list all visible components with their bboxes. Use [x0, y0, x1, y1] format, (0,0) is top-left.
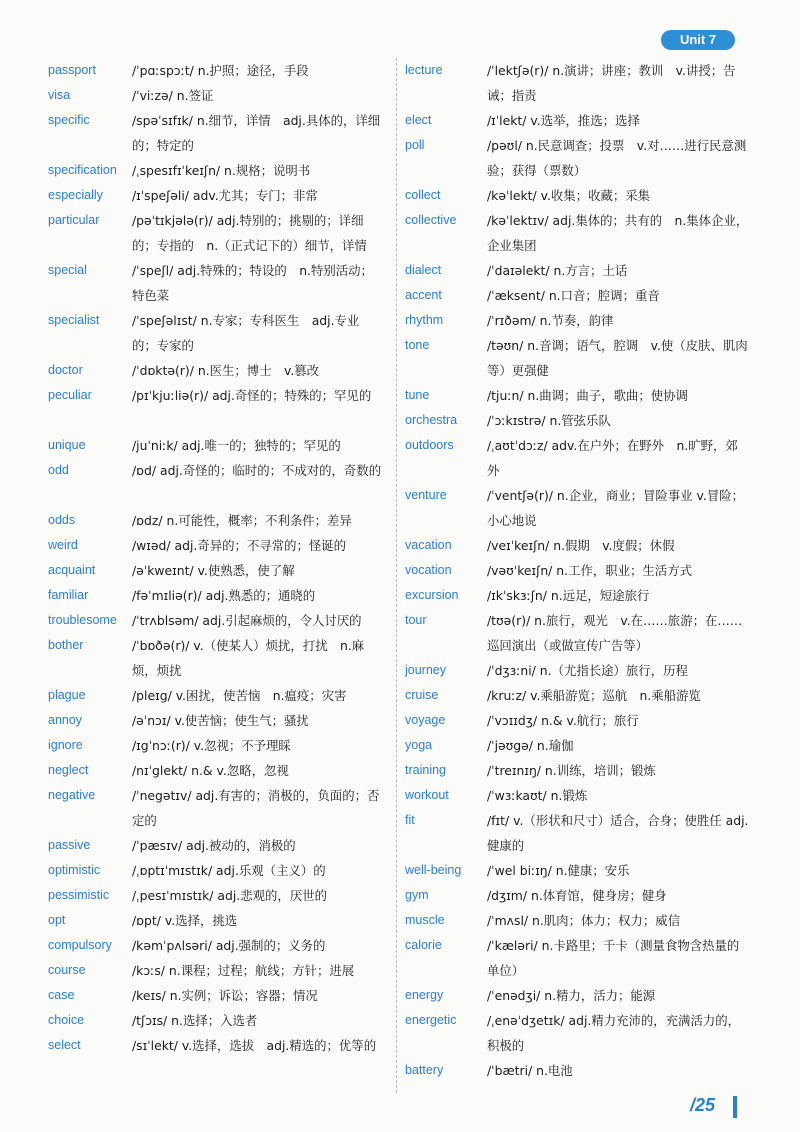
- vocab-definition: /ˈdɒktə(r)/ n.医生；博士 v.篡改: [132, 363, 320, 378]
- vocab-definition: /kəˈlekt/ v.收集；收藏；采集: [487, 188, 651, 203]
- vocab-definition: /ˈspeʃl/ adj.特殊的；特设的 n.特别活动；特色菜: [132, 263, 373, 303]
- vocab-definition: /kəˈlektɪv/ adj.集体的；共有的 n.集体企业，企业集团: [487, 213, 749, 253]
- vocab-definition: /wɪəd/ adj.奇异的；不寻常的；怪诞的: [132, 538, 347, 553]
- vocab-word: well-being: [405, 863, 462, 877]
- vocab-word: optimistic: [48, 863, 101, 877]
- vocab-definition: /ˈvɔɪɪdʒ/ n.& v.航行；旅行: [487, 713, 639, 728]
- vocab-word: specification: [48, 163, 117, 177]
- vocab-word: lecture: [405, 63, 443, 77]
- vocab-word: accent: [405, 288, 442, 302]
- vocab-word: familiar: [48, 588, 89, 602]
- vocab-word: outdoors: [405, 438, 454, 452]
- vocab-definition: /kəmˈpʌlsəri/ adj.强制的；义务的: [132, 938, 326, 953]
- vocab-definition: /vəʊˈkeɪʃn/ n.工作，职业；生活方式: [487, 563, 692, 578]
- vocab-word: dialect: [405, 263, 442, 277]
- vocab-word: ignore: [48, 738, 83, 752]
- vocab-word: vocation: [405, 563, 452, 577]
- vocab-definition: /kruːz/ v.乘船游览；巡航 n.乘船游览: [487, 688, 701, 703]
- vocab-definition: /ˈdaɪəlekt/ n.方言；土话: [487, 263, 628, 278]
- vocab-word: pessimistic: [48, 888, 110, 902]
- vocab-definition: /ˈdʒɜːni/ n.（尤指长途）旅行，历程: [487, 663, 688, 678]
- vocab-word: peculiar: [48, 388, 92, 402]
- vocab-definition: /ɪgˈnɔː(r)/ v.忽视；不予理睬: [132, 738, 291, 753]
- vocab-definition: /ˈspeʃəlɪst/ n.专家；专科医生 adj.专业的；专家的: [132, 313, 360, 353]
- vocab-definition: /veɪˈkeɪʃn/ n.假期 v.度假；休假: [487, 538, 675, 553]
- vocab-word: especially: [48, 188, 103, 202]
- vocab-definition: /kɔːs/ n.课程；过程；航线；方针；进展: [132, 963, 355, 978]
- vocab-definition: /ˈɔːkɪstrə/ n.管弦乐队: [487, 413, 611, 428]
- vocab-word: yoga: [405, 738, 433, 752]
- vocab-definition: /ˈtrʌblsəm/ adj.引起麻烦的，令人讨厌的: [132, 613, 362, 628]
- vocab-definition: /ɪˈspeʃəli/ adv.尤其；专门；非常: [132, 188, 318, 203]
- vocab-word: workout: [405, 788, 449, 802]
- vocab-word: energetic: [405, 1013, 457, 1027]
- vocab-word: acquaint: [48, 563, 96, 577]
- vocab-word: energy: [405, 988, 444, 1002]
- vocab-definition: /pleɪg/ v.困扰，使苦恼 n.瘟疫；灾害: [132, 688, 347, 703]
- vocab-word: odd: [48, 463, 69, 477]
- vocab-definition: /ˌaʊtˈdɔːz/ adv.在户外；在野外 n.旷野，郊外: [487, 438, 738, 478]
- vocab-definition: /fɪt/ v.（形状和尺寸）适合，合身；使胜任 adj.健康的: [487, 813, 749, 853]
- vocab-definition: /tʃɔɪs/ n.选择；入选者: [132, 1013, 258, 1028]
- vocab-word: special: [48, 263, 87, 277]
- vocab-word: collective: [405, 213, 457, 227]
- vocab-definition: /ˈviːzə/ n.签证: [132, 88, 214, 103]
- vocab-word: training: [405, 763, 446, 777]
- vocab-word: poll: [405, 138, 425, 152]
- vocab-definition: /təʊn/ n.音调；语气，腔调 v.使（皮肤、肌肉等）更强健: [487, 338, 748, 378]
- vocab-definition: /ˌenəˈdʒetɪk/ adj.精力充沛的，充满活力的，积极的: [487, 1013, 741, 1053]
- vocab-definition: /tjuːn/ n.曲调；曲子，歌曲；使协调: [487, 388, 688, 403]
- vocab-definition: /ˈwel biːɪŋ/ n.健康；安乐: [487, 863, 630, 878]
- vocab-word: venture: [405, 488, 447, 502]
- vocab-definition: /ɒpt/ v.选择，挑选: [132, 913, 238, 928]
- vocab-word: choice: [48, 1013, 85, 1027]
- vocab-definition: /ˈbɒðə(r)/ v.（使某人）烦扰，打扰 n.麻烦，烦扰: [132, 638, 365, 678]
- vocab-word: opt: [48, 913, 66, 927]
- vocab-definition: /ˌpesɪˈmɪstɪk/ adj.悲观的，厌世的: [132, 888, 327, 903]
- vocab-definition: /pɪˈkjuːliə(r)/ adj.奇怪的；特殊的；罕见的: [132, 388, 372, 403]
- vocab-word: weird: [48, 538, 78, 552]
- vocab-word: troublesome: [48, 613, 117, 627]
- vocab-word: gym: [405, 888, 429, 902]
- vocab-definition: /keɪs/ n.实例；诉讼；容器；情况: [132, 988, 318, 1003]
- vocab-definition: /ˈjəʊgə/ n.瑜伽: [487, 738, 574, 753]
- vocab-word: case: [48, 988, 75, 1002]
- vocab-definition: /dʒɪm/ n.体育馆，健身房；健身: [487, 888, 667, 903]
- vocab-definition: /pəˈtɪkjələ(r)/ adj.特别的；挑剔的；详细的；专指的 n.（正式记下的）细节，详情: [132, 213, 367, 253]
- vocab-word: annoy: [48, 713, 83, 727]
- vocab-definition: /tʊə(r)/ n.旅行，观光 v.在……旅游；在……巡回演出（或做宣传广告等）: [487, 613, 743, 653]
- vocab-word: passive: [48, 838, 91, 852]
- vocab-word: vacation: [405, 538, 452, 552]
- vocab-definition: /ˌspesɪfɪˈkeɪʃn/ n.规格；说明书: [132, 163, 311, 178]
- vocab-word: compulsory: [48, 938, 112, 952]
- vocab-definition: /ˈpɑːspɔːt/ n.护照；途径，手段: [132, 63, 309, 78]
- vocab-word: specific: [48, 113, 90, 127]
- vocab-word: elect: [405, 113, 432, 127]
- vocab-word: fit: [405, 813, 415, 827]
- vocab-word: calorie: [405, 938, 442, 952]
- vocab-definition: /sɪˈlekt/ v.选择，选拔 adj.精选的；优等的: [132, 1038, 377, 1053]
- vocab-definition: /ɪkˈskɜːʃn/ n.远足，短途旅行: [487, 588, 650, 603]
- vocab-word: passport: [48, 63, 96, 77]
- vocab-definition: /ˈenədʒi/ n.精力，活力；能源: [487, 988, 656, 1003]
- vocab-word: odds: [48, 513, 76, 527]
- vocab-word: plague: [48, 688, 86, 702]
- vocab-definition: /ˈlektʃə(r)/ n.演讲；讲座；教训 v.讲授；告诫；指责: [487, 63, 736, 103]
- vocab-definition: /fəˈmɪliə(r)/ adj.熟悉的；通晓的: [132, 588, 316, 603]
- vocab-word: journey: [405, 663, 446, 677]
- vocab-definition: /ˈrɪðəm/ n.节奏，韵律: [487, 313, 614, 328]
- vocab-word: tour: [405, 613, 427, 627]
- vocab-definition: /ˈæksent/ n.口音；腔调；重音: [487, 288, 660, 303]
- vocab-definition: /nɪˈglekt/ n.& v.忽略，忽视: [132, 763, 289, 778]
- vocab-definition: /ˈventʃə(r)/ n.企业，商业；冒险事业 v.冒险；小心地说: [487, 488, 745, 528]
- vocab-word: specialist: [48, 313, 100, 327]
- vocab-word: negative: [48, 788, 96, 802]
- vocab-definition: /əˈnɔɪ/ v.使苦恼；使生气；骚扰: [132, 713, 309, 728]
- vocab-definition: /ˈkæləri/ n.卡路里；千卡（测量食物含热量的单位）: [487, 938, 740, 978]
- vocab-definition: /ˈmʌsl/ n.肌肉；体力；权力；威信: [487, 913, 681, 928]
- vocab-word: visa: [48, 88, 71, 102]
- vocab-word: course: [48, 963, 86, 977]
- vocab-word: excursion: [405, 588, 459, 602]
- page-number: /25: [690, 1095, 716, 1115]
- vocab-definition: /əˈkweɪnt/ v.使熟悉，使了解: [132, 563, 295, 578]
- vocab-word: voyage: [405, 713, 446, 727]
- vocab-definition: /ˈwɜːkaʊt/ n.锻炼: [487, 788, 588, 803]
- vocab-word: orchestra: [405, 413, 458, 427]
- vocab-word: neglect: [48, 763, 89, 777]
- vocab-definition: /pəʊl/ n.民意调查；投票 v.对……进行民意测验；获得（票数）: [487, 138, 747, 178]
- vocab-word: unique: [48, 438, 86, 452]
- page-number-bar: [733, 1096, 737, 1118]
- vocab-definition: /ˈtreɪnɪŋ/ n.训练，培训；锻炼: [487, 763, 656, 778]
- vocab-word: bother: [48, 638, 84, 652]
- vocab-definition: /ˌɒptɪˈmɪstɪk/ adj.乐观（主义）的: [132, 863, 326, 878]
- vocab-definition: /spəˈsɪfɪk/ n.细节，详情 adj.具体的，详细的；特定的: [132, 113, 381, 153]
- vocab-word: collect: [405, 188, 441, 202]
- vocab-word: cruise: [405, 688, 439, 702]
- vocab-word: doctor: [48, 363, 83, 377]
- vocab-word: rhythm: [405, 313, 444, 327]
- vocab-word: battery: [405, 1063, 444, 1077]
- vocab-word: tune: [405, 388, 430, 402]
- vocab-definition: /juˈniːk/ adj.唯一的；独特的；罕见的: [132, 438, 341, 453]
- vocab-definition: /ɪˈlekt/ v.选举，推选；选择: [487, 113, 640, 128]
- vocab-word: select: [48, 1038, 81, 1052]
- vocab-definition: /ˈbætri/ n.电池: [487, 1063, 573, 1078]
- vocab-definition: /ˈnegətɪv/ adj.有害的；消极的，负面的；否定的: [132, 788, 380, 828]
- unit-badge: Unit 7: [661, 30, 735, 50]
- column-divider: [396, 58, 397, 1093]
- vocab-word: muscle: [405, 913, 445, 927]
- vocab-definition: /ˈpæsɪv/ adj.被动的，消极的: [132, 838, 296, 853]
- vocab-definition: /ɒd/ adj.奇怪的；临时的；不成对的，奇数的: [132, 463, 382, 478]
- vocab-definition: /ɒdz/ n.可能性，概率；不利条件；差异: [132, 513, 352, 528]
- vocab-word: particular: [48, 213, 100, 227]
- vocab-word: tone: [405, 338, 430, 352]
